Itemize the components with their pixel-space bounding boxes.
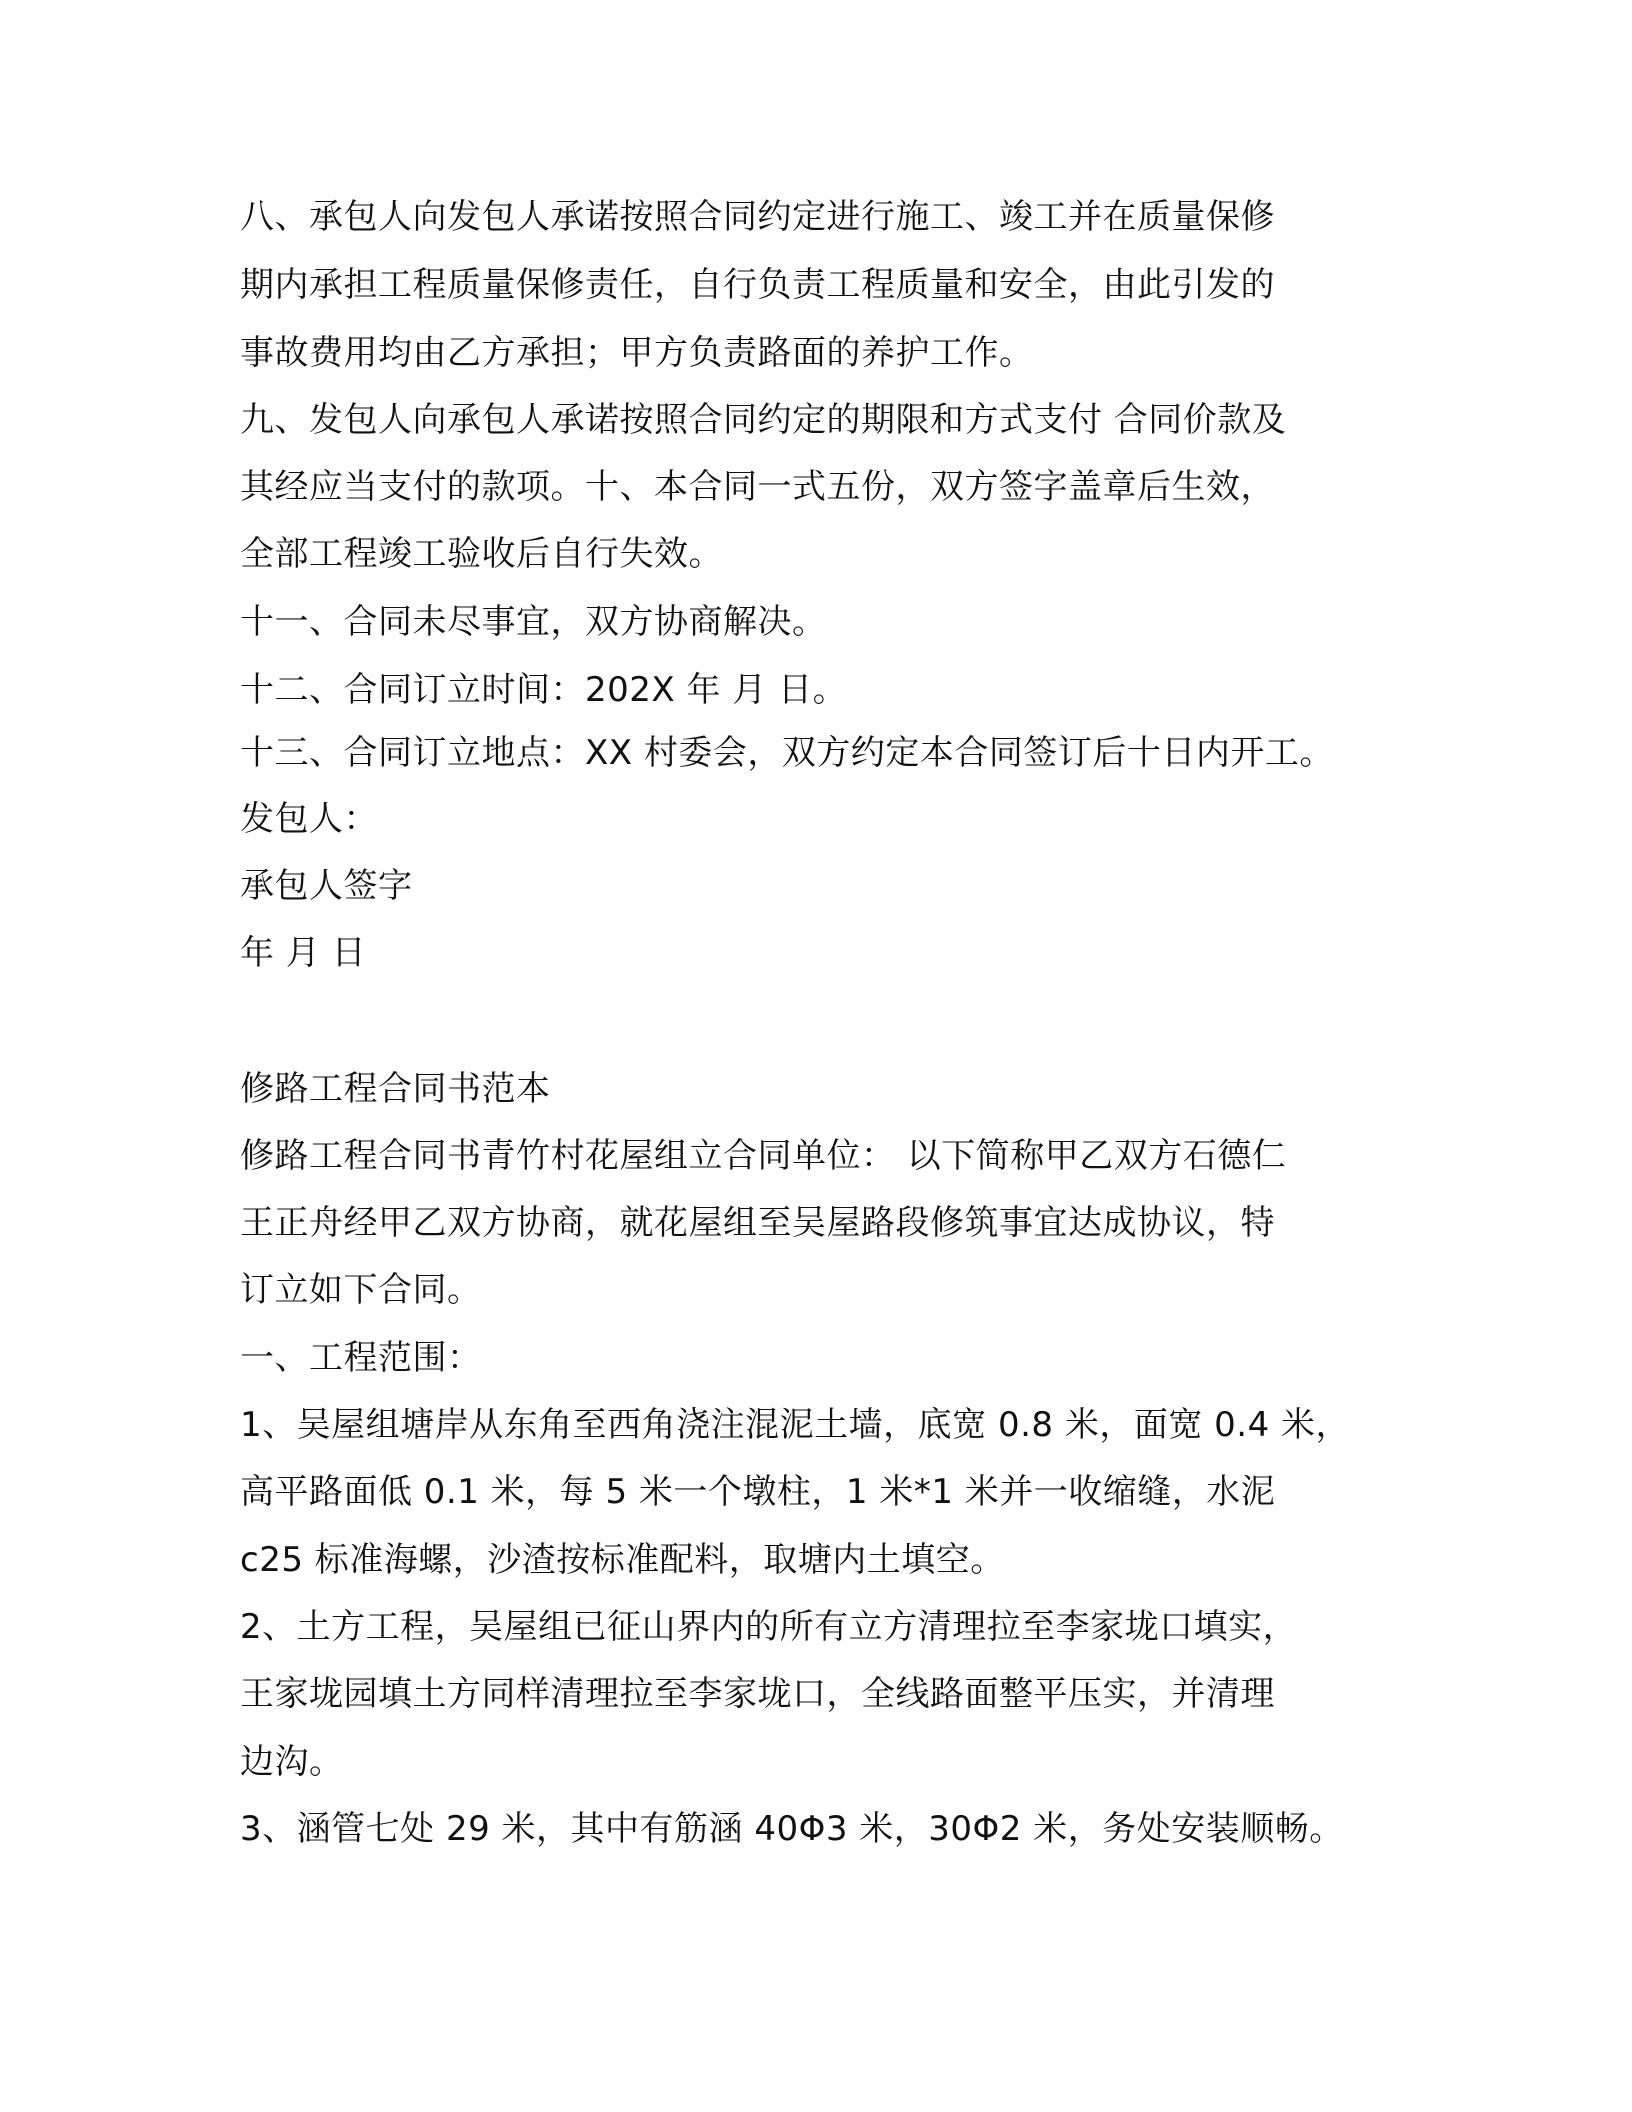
text-line: 八、承包人向发包人承诺按照合同约定进行施工、竣工并在质量保修 <box>240 197 1275 237</box>
text-line: 九、发包人向承包人承诺按照合同约定的期限和方式支付 合同价款及 <box>240 400 1287 440</box>
text-line: 高平路面低 0.1 米，每 5 米一个墩柱，1 米*1 米并一收缩缝，水泥 <box>240 1472 1276 1512</box>
text-line: 修路工程合同书青竹村花屋组立合同单位： 以下简称甲乙双方石德仁 <box>240 1136 1287 1176</box>
text-line: 事故费用均由乙方承担；甲方负责路面的养护工作。 <box>240 333 1034 373</box>
signature-label-contractor: 承包人签字 <box>240 866 413 906</box>
text-line: 其经应当支付的款项。十、本合同一式五份，双方签字盖章后生效， <box>240 467 1275 507</box>
text-line: 3、涵管七处 29 米，其中有筋涵 40Φ3 米，30Φ2 米，务处安装顺畅。 <box>240 1809 1344 1849</box>
text-line: 王正舟经甲乙双方协商，就花屋组至吴屋路段修筑事宜达成协议，特 <box>240 1203 1275 1243</box>
text-line: 边沟。 <box>240 1742 344 1782</box>
text-line: c25 标准海螺，沙渣按标准配料，取塘内土填空。 <box>240 1540 1005 1580</box>
text-line: 王家垅园填土方同样清理拉至李家垅口，全线路面整平压实，并清理 <box>240 1674 1275 1714</box>
text-line: 十三、合同订立地点：XX 村委会，双方约定本合同签订后十日内开工。 <box>240 733 1334 773</box>
signature-label-employer: 发包人： <box>240 799 378 839</box>
signature-date: 年 月 日 <box>240 933 367 973</box>
text-line: 一、工程范围： <box>240 1338 482 1378</box>
text-line: 2、土方工程，吴屋组已征山界内的所有立方清理拉至李家垅口填实， <box>240 1607 1298 1647</box>
text-line: 十一、合同未尽事宜，双方协商解决。 <box>240 602 827 642</box>
text-line: 全部工程竣工验收后自行失效。 <box>240 534 723 574</box>
section-title: 修路工程合同书范本 <box>240 1069 551 1109</box>
text-line: 订立如下合同。 <box>240 1270 482 1310</box>
text-line: 十二、合同订立时间：202X 年 月 日。 <box>240 670 848 710</box>
text-line: 1、吴屋组塘岸从东角至西角浇注混泥土墙，底宽 0.8 米，面宽 0.4 米， <box>240 1405 1351 1445</box>
text-line: 期内承担工程质量保修责任，自行负责工程质量和安全，由此引发的 <box>240 265 1275 305</box>
